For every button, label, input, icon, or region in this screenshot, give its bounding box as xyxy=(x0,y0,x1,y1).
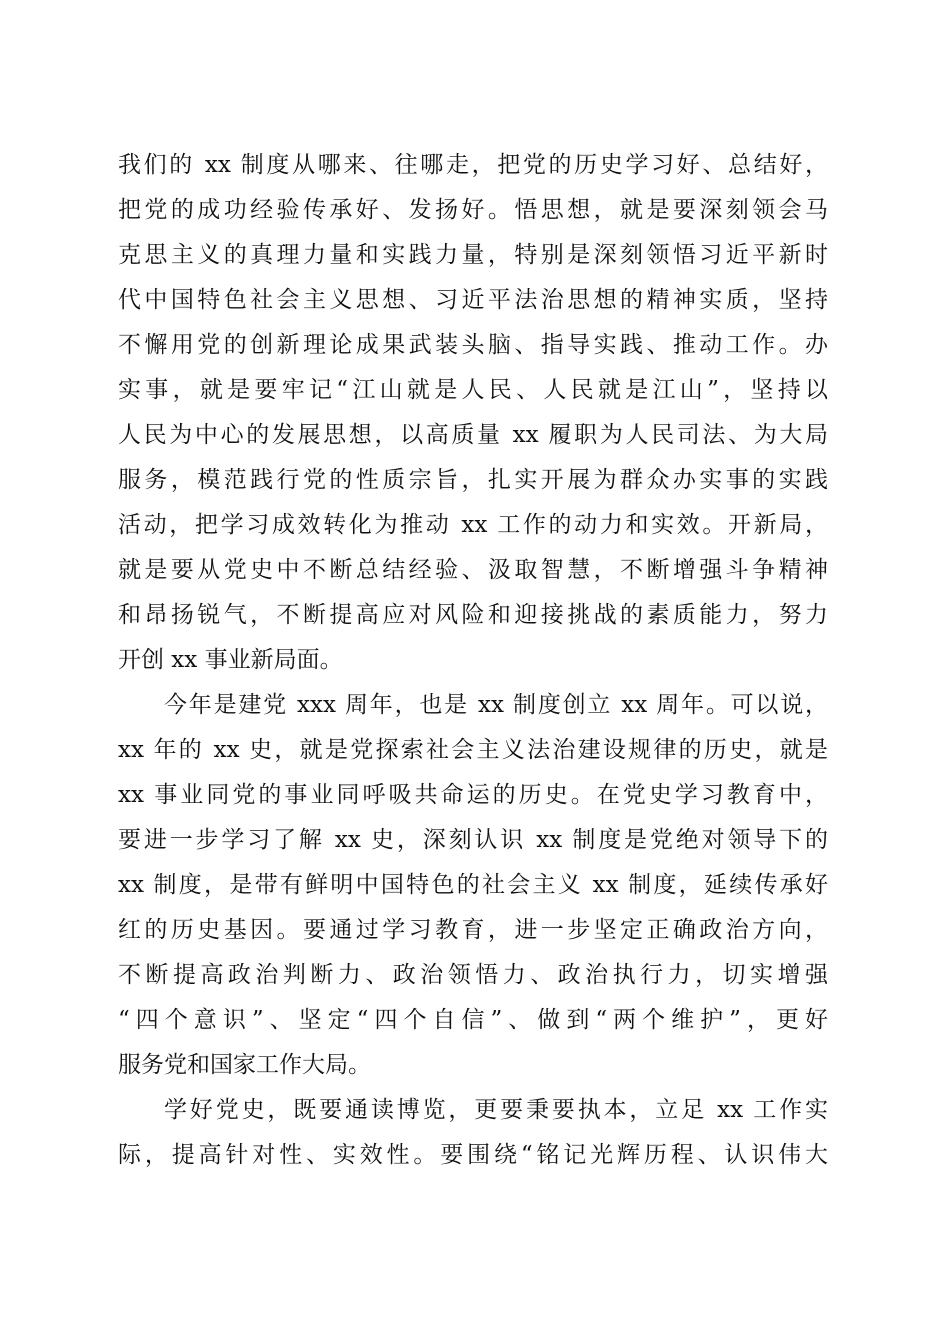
text-line: 代中国特色社会主义思想、习近平法治思想的精神实质，坚持 xyxy=(118,287,828,313)
text-line: 开创 xx 事业新局面。 xyxy=(118,647,343,673)
text-line: 活动，把学习成效转化为推动 xx 工作的动力和实效。开新局， xyxy=(118,512,828,538)
text-line: 要进一步学习了解 xx 史，深刻认识 xx 制度是党绝对领导下的 xyxy=(118,827,828,853)
text-line: 今年是建党 xxx 周年，也是 xx 制度创立 xx 周年。可以说， xyxy=(164,692,828,718)
paragraph-2 xyxy=(118,683,828,1088)
text-line: “四个意识”、坚定“四个自信”、做到“两个维护”，更好 xyxy=(118,1007,828,1033)
paragraph-3 xyxy=(118,1088,828,1178)
text-line: 就是要从党史中不断总结经验、汲取智慧，不断增强斗争精神 xyxy=(118,557,828,583)
text-line: 红的历史基因。要通过学习教育，进一步坚定正确政治方向， xyxy=(118,917,828,943)
text-line: 服务，模范践行党的性质宗旨，扎实开展为群众办实事的实践 xyxy=(118,467,828,493)
text-line: 学好党史，既要通读博览，更要秉要执本，立足 xx 工作实 xyxy=(164,1097,828,1123)
text-line: 把党的成功经验传承好、发扬好。悟思想，就是要深刻领会马 xyxy=(118,197,828,223)
paragraph-1 xyxy=(118,143,828,683)
text-line: xx 事业同党的事业同呼吸共命运的历史。在党史学习教育中， xyxy=(118,782,828,808)
text-line: 际，提高针对性、实效性。要围绕“铭记光辉历程、认识伟大 xyxy=(118,1142,828,1168)
text-line: 实事，就是要牢记“江山就是人民、人民就是江山”，坚持以 xyxy=(118,377,828,403)
text-line: 人民为中心的发展思想，以高质量 xx 履职为人民司法、为大局 xyxy=(118,422,828,448)
text-line: 和昂扬锐气，不断提高应对风险和迎接挑战的素质能力，努力 xyxy=(118,602,828,628)
text-line: xx 制度，是带有鲜明中国特色的社会主义 xx 制度，延续传承好 xyxy=(118,872,828,898)
text-line: 不懈用党的创新理论成果武装头脑、指导实践、推动工作。办 xyxy=(118,332,828,358)
text-line: 我们的 xx 制度从哪来、往哪走，把党的历史学习好、总结好， xyxy=(118,152,828,178)
document-body xyxy=(118,143,828,1178)
text-line: xx 年的 xx 史，就是党探索社会主义法治建设规律的历史，就是 xyxy=(118,737,828,763)
text-line: 服务党和国家工作大局。 xyxy=(118,1052,371,1078)
text-line: 不断提高政治判断力、政治领悟力、政治执行力，切实增强 xyxy=(118,962,828,988)
text-line: 克思主义的真理力量和实践力量，特别是深刻领悟习近平新时 xyxy=(118,242,828,268)
